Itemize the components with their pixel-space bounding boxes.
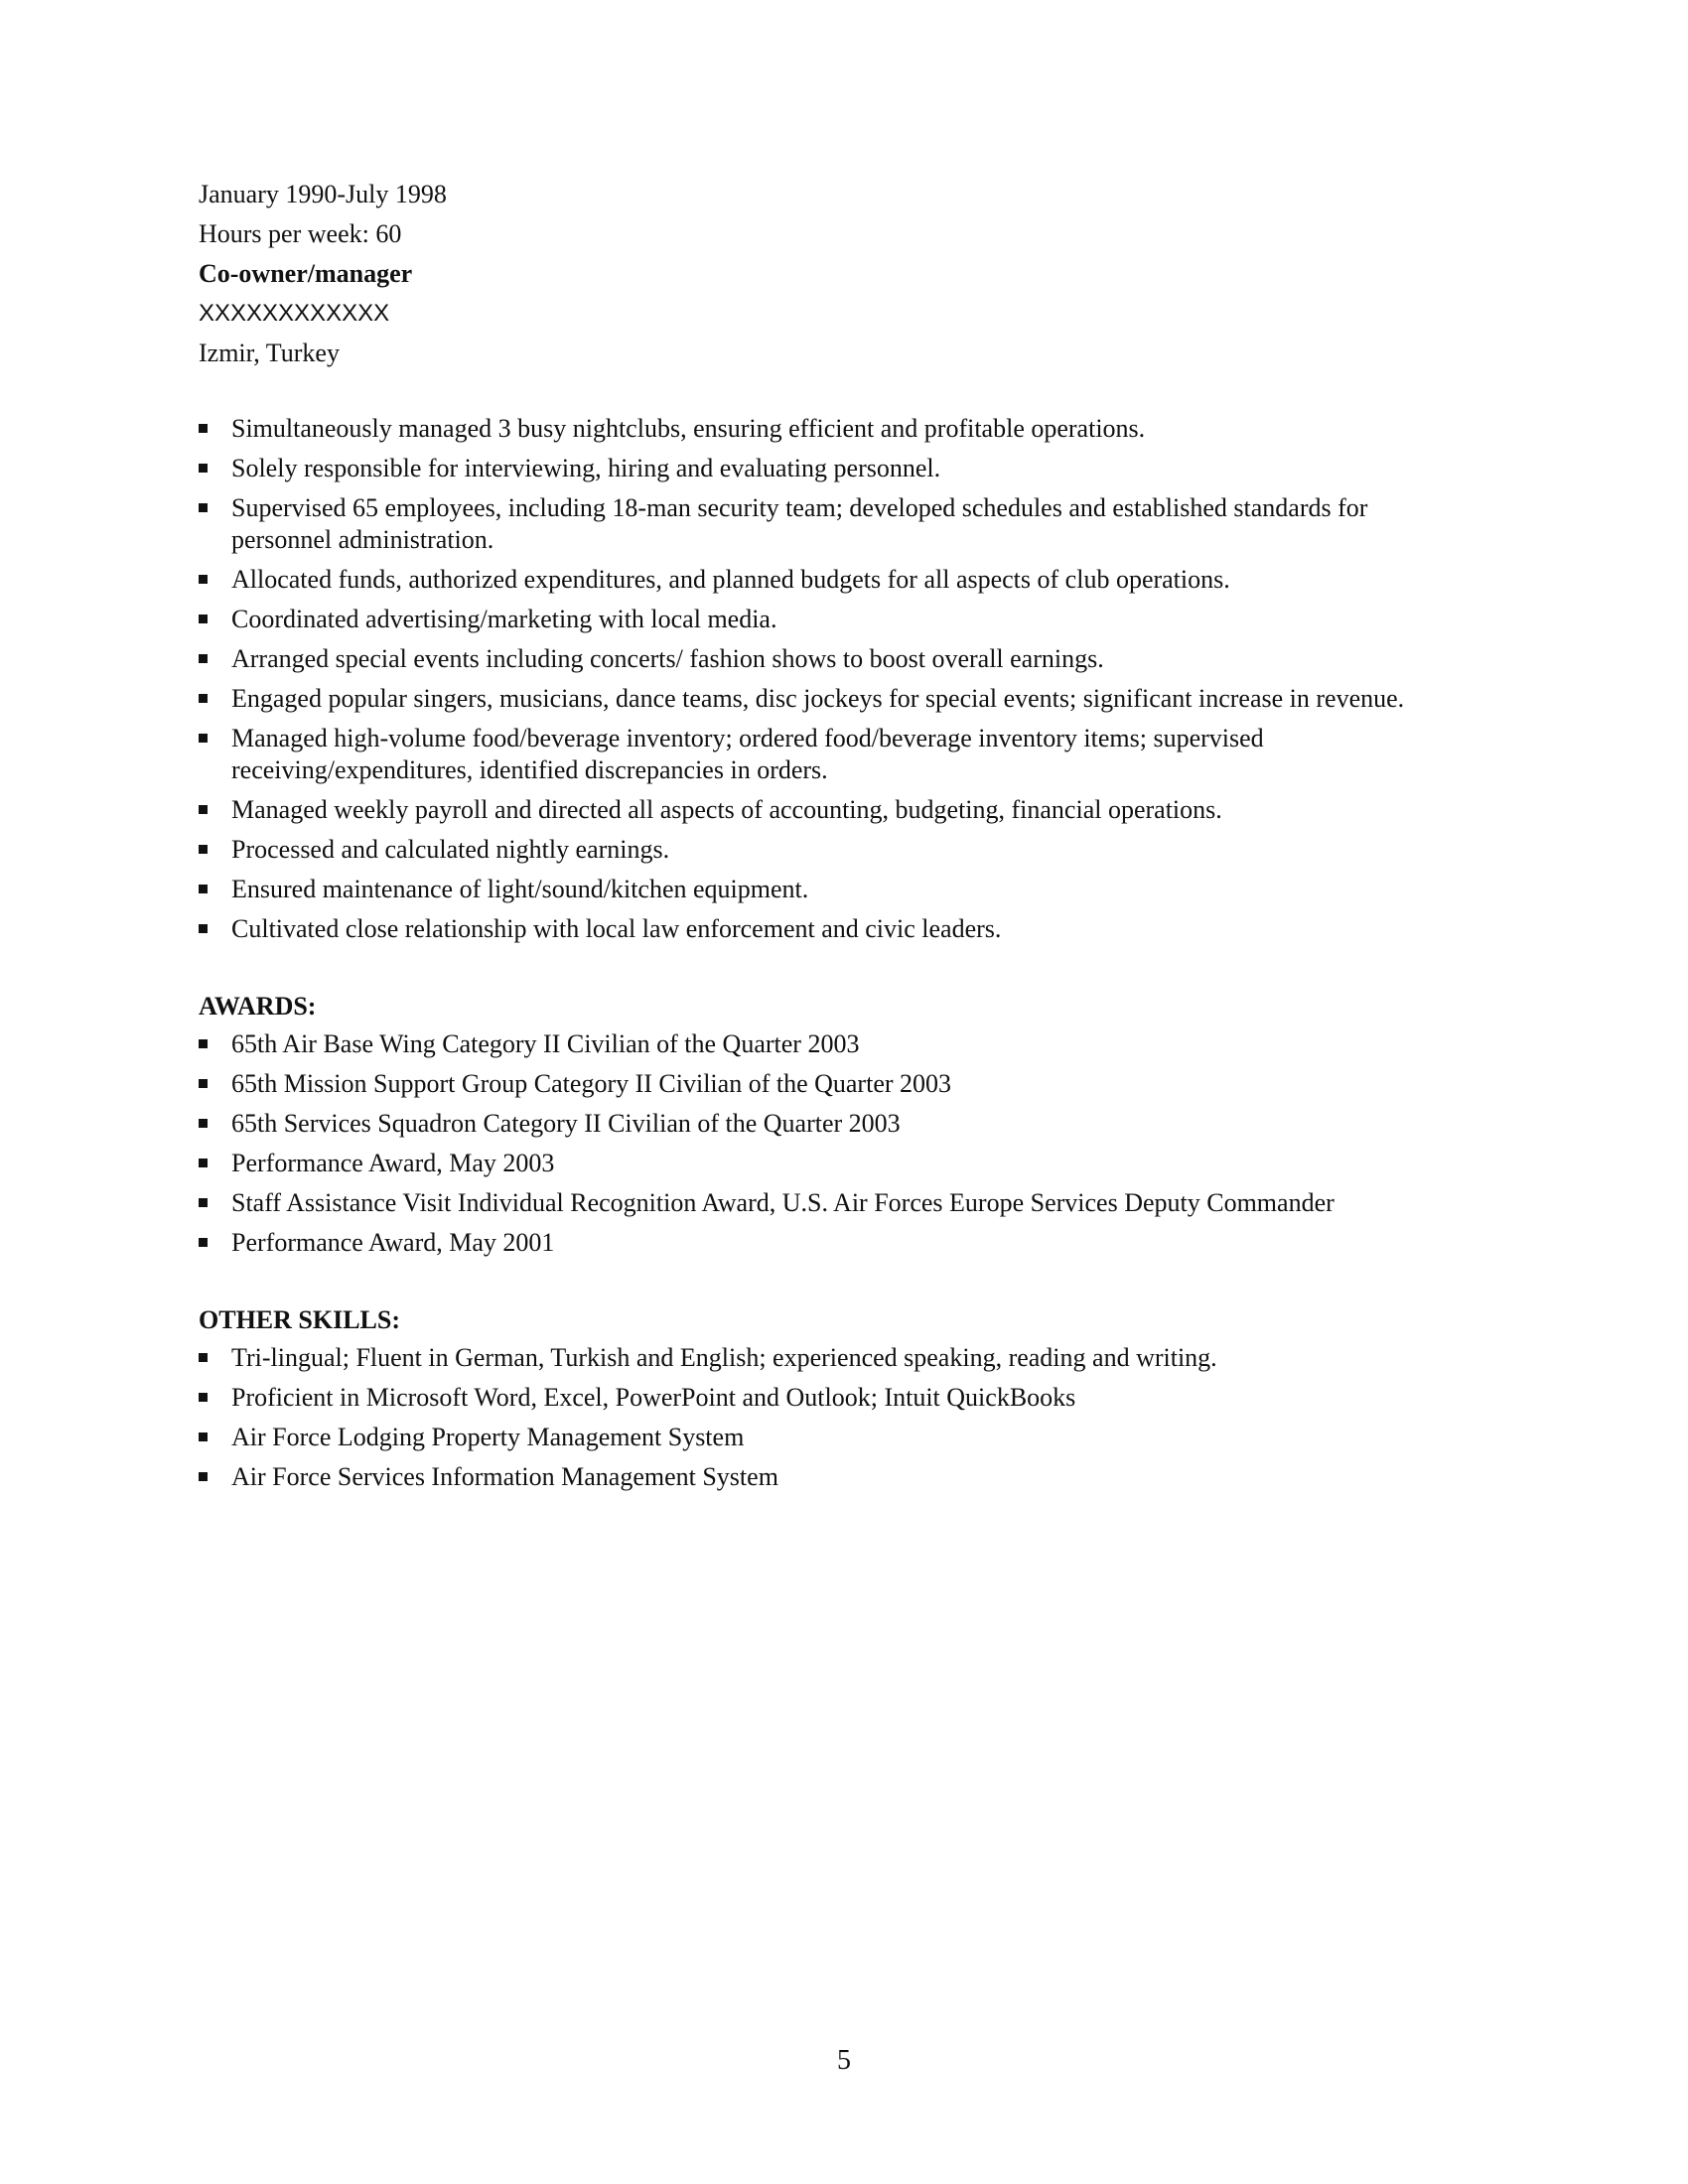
list-item	[199, 643, 1440, 675]
list-item	[199, 413, 1440, 445]
bullet-icon	[199, 1472, 208, 1481]
page-number: 5	[837, 2045, 851, 2076]
list-item-text: Processed and calculated nightly earnings.	[231, 835, 670, 864]
list-item-text: Arranged special events including concerts/ fashion shows to boost overall earnings.	[231, 644, 1104, 673]
list-item	[199, 1342, 1440, 1374]
list-item	[199, 1148, 1440, 1179]
list-item-text: Performance Award, May 2003	[231, 1149, 555, 1177]
bullet-icon	[199, 1393, 208, 1402]
bullet-icon	[199, 614, 208, 623]
bullet-icon	[199, 464, 208, 473]
list-item	[199, 794, 1440, 826]
list-item-text: Air Force Services Information Management System	[231, 1462, 778, 1491]
list-item	[199, 913, 1440, 945]
list-item-text: Managed high-volume food/beverage inventory; ordered food/beverage inventory items; supervised receiving/expenditures, identified discrepancies in orders.	[231, 724, 1264, 784]
list-item	[199, 564, 1440, 596]
bullet-icon	[199, 885, 208, 893]
job-hours: Hours per week: 60	[199, 219, 402, 248]
list-item	[199, 1382, 1440, 1414]
job-duties-list	[199, 413, 1440, 945]
list-item	[199, 453, 1440, 484]
job-dates: January 1990-July 1998	[199, 180, 447, 208]
bullet-icon	[199, 1433, 208, 1441]
list-item-text: Performance Award, May 2001	[231, 1228, 555, 1257]
list-item-text: 65th Services Squadron Category II Civilian of the Quarter 2003	[231, 1109, 901, 1138]
list-item	[199, 1422, 1440, 1453]
bullet-icon	[199, 1353, 208, 1362]
bullet-icon	[199, 1198, 208, 1207]
list-item-text: Ensured maintenance of light/sound/kitchen equipment.	[231, 875, 809, 903]
list-item	[199, 723, 1440, 786]
bullet-icon	[199, 1039, 208, 1048]
list-item	[199, 492, 1440, 556]
bullet-icon	[199, 805, 208, 814]
page-content	[199, 175, 1440, 1501]
list-item	[199, 874, 1440, 905]
other-skills-list	[199, 1342, 1440, 1493]
list-item-text: Proficient in Microsoft Word, Excel, PowerPoint and Outlook; Intuit QuickBooks	[231, 1383, 1076, 1412]
bullet-icon	[199, 424, 208, 433]
list-item	[199, 683, 1440, 715]
bullet-icon	[199, 1238, 208, 1247]
bullet-icon	[199, 1119, 208, 1128]
bullet-icon	[199, 734, 208, 743]
list-item	[199, 1187, 1440, 1219]
list-item-text: Allocated funds, authorized expenditures, and planned budgets for all aspects of club operations.	[231, 565, 1230, 594]
job-title: Co-owner/manager	[199, 259, 413, 288]
bullet-icon	[199, 654, 208, 663]
bullet-icon	[199, 1159, 208, 1167]
list-item-text: Cultivated close relationship with local law enforcement and civic leaders.	[231, 914, 1002, 943]
list-item	[199, 834, 1440, 866]
list-item-text: Managed weekly payroll and directed all aspects of accounting, budgeting, financial operations.	[231, 795, 1222, 824]
list-item-text: Air Force Lodging Property Management System	[231, 1423, 745, 1451]
other-skills-heading: OTHER SKILLS:	[199, 1305, 401, 1334]
bullet-icon	[199, 694, 208, 703]
list-item-text: Staff Assistance Visit Individual Recognition Award, U.S. Air Forces Europe Services Deputy Commander	[231, 1188, 1335, 1217]
bullet-icon	[199, 845, 208, 854]
awards-list	[199, 1028, 1440, 1259]
bullet-icon	[199, 503, 208, 512]
list-item-text: Simultaneously managed 3 busy nightclubs, ensuring efficient and profitable operations.	[231, 414, 1146, 443]
list-item	[199, 604, 1440, 635]
job-location: Izmir, Turkey	[199, 339, 340, 367]
list-item	[199, 1461, 1440, 1493]
job-employer: XXXXXXXXXXXX	[199, 300, 390, 327]
list-item-text: Coordinated advertising/marketing with local media.	[231, 605, 777, 633]
bullet-icon	[199, 1079, 208, 1088]
list-item	[199, 1028, 1440, 1060]
list-item-text: 65th Mission Support Group Category II Civilian of the Quarter 2003	[231, 1069, 952, 1098]
awards-heading: AWARDS:	[199, 992, 317, 1021]
list-item	[199, 1227, 1440, 1259]
list-item-text: 65th Air Base Wing Category II Civilian of the Quarter 2003	[231, 1029, 860, 1058]
list-item	[199, 1068, 1440, 1100]
list-item-text: Supervised 65 employees, including 18-man security team; developed schedules and established standards for personnel administration.	[231, 493, 1368, 554]
list-item-text: Tri-lingual; Fluent in German, Turkish and English; experienced speaking, reading and writing.	[231, 1343, 1217, 1372]
bullet-icon	[199, 575, 208, 584]
list-item-text: Engaged popular singers, musicians, dance teams, disc jockeys for special events; significant increase in revenue.	[231, 684, 1405, 713]
list-item-text: Solely responsible for interviewing, hiring and evaluating personnel.	[231, 454, 941, 482]
bullet-icon	[199, 924, 208, 933]
list-item	[199, 1108, 1440, 1140]
